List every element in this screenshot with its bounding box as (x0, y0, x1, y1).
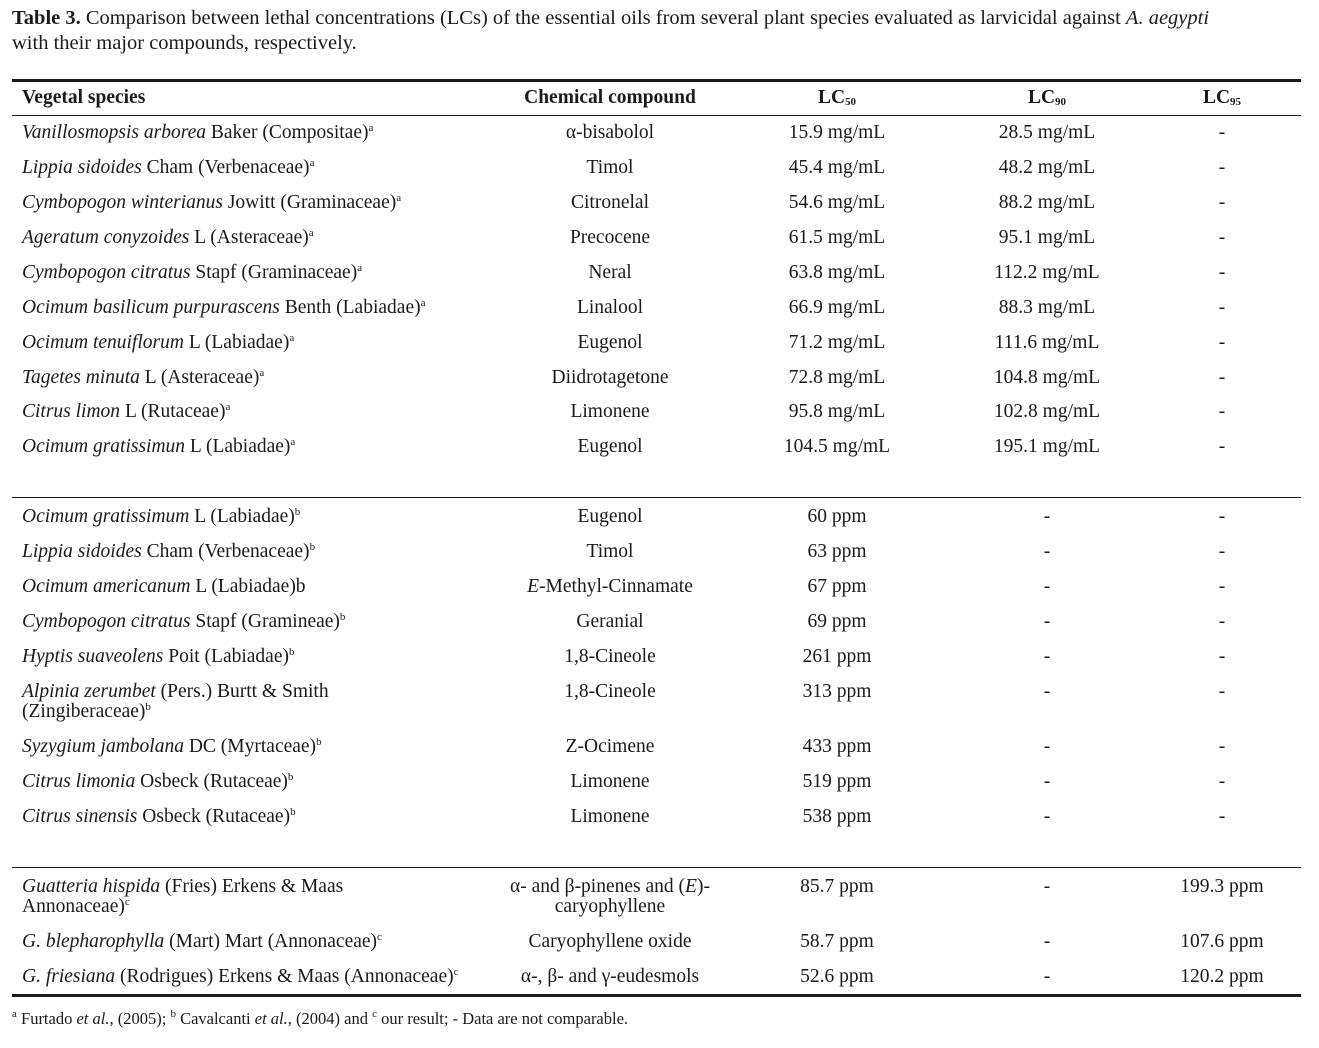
table-footnote: $^a$ Furtado et al., (2005); $^b$ Cavalcanti et al., (2004) and $^c$ our result; - Data are not comparable. (12, 1008, 629, 1028)
header-lc50: $LC_{50}$ (817, 87, 857, 108)
header-lc95: $LC_{95}$ (1202, 87, 1242, 108)
group-divider (12, 497, 1301, 498)
caption-text-end: with their major compounds, respectively. (12, 32, 357, 54)
group-divider (12, 867, 1301, 868)
header-lc90: $LC_{90}$ (1027, 87, 1067, 108)
caption-label: Table 3. (12, 7, 81, 29)
bottom-rule (12, 994, 1301, 997)
header-species: Vegetal species (22, 87, 146, 108)
header-rule (12, 115, 1301, 116)
top-rule (12, 79, 1301, 82)
table-caption (12, 6, 1307, 56)
header-compound: Chemical compound (524, 87, 696, 108)
caption-text: Comparison between lethal concentrations (LCs) of the essential oils from several plant species evaluated as larvicidal against (85, 7, 1121, 29)
table-page: Table 3. Comparison between lethal concentrations (LCs) of the essential oils from several plant species evaluated as larvicidal against A. aegypti with their major compounds, respectively. Vegetal species Chemical compound $LC_{50}$ $LC_{90}$ $LC_{95}$ Vanillosmopsis arborea Baker (Compositae)$^a$ α-bisabolol 15.9 mg/mL 28.5 mg/mL - Lippia sidoides Cham (Verbenaceae)$^a$ Timol 45.4 mg/mL 48.2 mg/mL - Cymbopogon winterianus Jowitt (Graminaceae)$^a$ Citronelal 54.6 mg/mL 88.2 mg/mL - Ageratum conyzoides L (Asteraceae)$^a$ Precocene 61.5 mg/mL 95.1 mg/mL - Cymbopogon citratus Stapf (Graminaceae)$^a$ Neral 63.8 mg/mL 112.2 mg/mL - Ocimum basilicum purpurascens Benth (Labiadae)$^a$ Linalool 66.9 mg/mL 88.3 mg/mL - Ocimum tenuiflorum L (Labiadae)$^a$ Eugenol 71.2 mg/mL 111.6 mg/mL - Tagetes minuta L (Asteraceae)$^a$ Diidrotagetone 72.8 mg/mL 104.8 mg/mL - Citrus limon L (Rutaceae)$^a$ Limonene 95.8 mg/mL 102.8 mg/mL - Ocimum gratissimun L (Labiadae)$^a$ Eugenol 104.5 mg/mL 195.1 mg/mL - Ocimum gratissimum L (Labiadae)$^b$ Eugenol 60 ppm - - Lippia sidoides Cham (Verbenaceae)$^b$ Timol 63 ppm - - Ocimum americanum L (Labiadae)b E-Methyl-Cinnamate 67 ppm - - Cymbopogon citratus Stapf (Gramineae)$^b$ Geranial 69 ppm - - Hyptis suaveolens Poit (Labiadae)$^b$ 1,8-Cineole 261 ppm - - Alpinia zerumbet (Pers.) Burtt & Smith (Zingiberaceae)$^b$ 1,8-Cineole 313 ppm - - Syzygium jambolana DC (Myrtaceae)$^b$ Z-Ocimene 433 ppm - - Citrus limonia Osbeck (Rutaceae)$^b$ Limonene 519 ppm - - Citrus sinensis Osbeck (Rutaceae)$^b$ Limonene 538 ppm - - Guatteria hispida (Fries) Erkens & Maas Annonaceae)$^c$ α- and β-pinenes and (E)- caryophyllene 85.7 ppm - 199.3 ppm G. blepharophylla (Mart) Mart (Annonaceae)$^c$ Caryophyllene oxide 58.7 ppm - 107.6 ppm G. friesiana (Rodrigues) Erkens & Maas (Annonaceae)$^c$ α-, β- and γ-eudesmols 52.6 ppm - 120.2 ppm $^a$ Furtado et al., (2005); $^b$ Cavalcanti et al., (2004) and $^c$ our result; - Data are not comparable. (0, 0, 1319, 1048)
caption-species: A. aegypti (1125, 7, 1210, 29)
